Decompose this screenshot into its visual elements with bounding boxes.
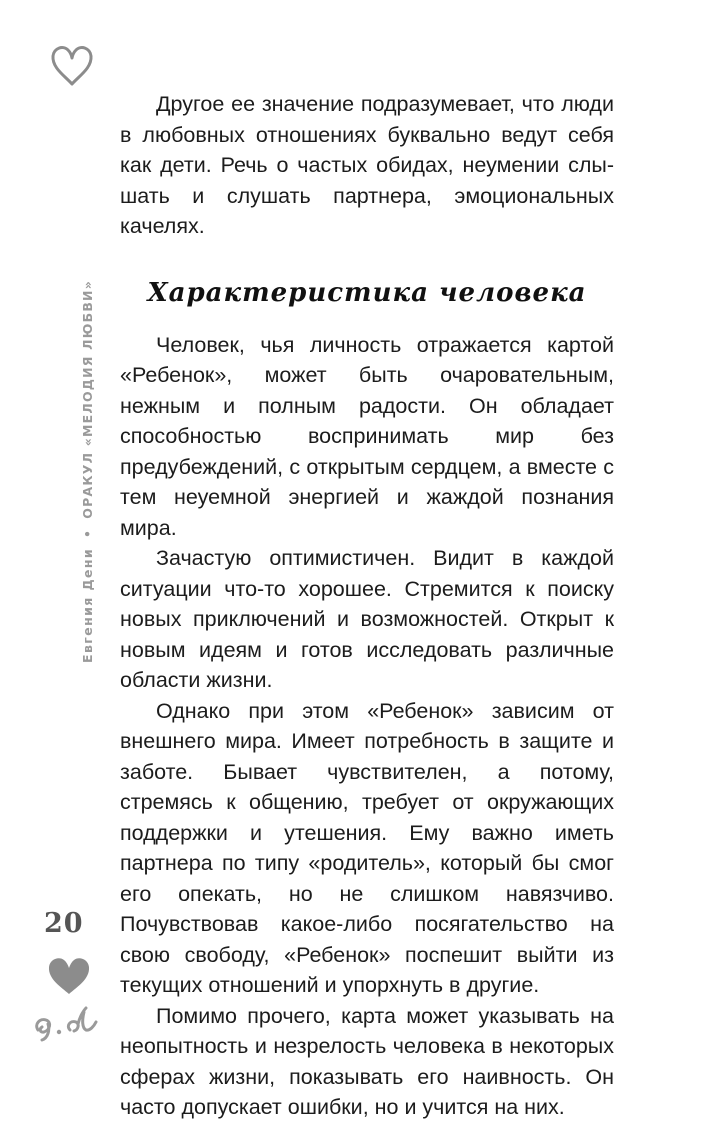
margin-column xyxy=(0,0,110,1080)
body-paragraph: Помимо прочего, карта может указывать на неопытность и незрелость человека в некоторых сферах жизни, показывать его наивность. Он часто допускает ошибки, но и учится на них. xyxy=(120,1003,614,1119)
running-head-separator: • xyxy=(80,528,95,538)
signature-icon xyxy=(30,994,110,1044)
section-heading: Характеристика человека xyxy=(147,277,587,308)
body-paragraph: Зачастую оптимистичен. Видит в каждой ситуации что-то хорошее. Стремится к поиску новых приключений и возможностей. Открыт к новым идеям и готов исследовать различные области жизни. xyxy=(120,546,614,692)
running-head-author: Евгения Дени xyxy=(80,547,95,663)
heart-filled-icon xyxy=(46,954,92,996)
running-head-book-title: ОРАКУЛ «МЕЛОДИЯ ЛЮБВИ» xyxy=(80,280,95,519)
body-paragraph: Человек, чья личность отражается картой «Ребенок», может быть очаровательным, нежным и полным радости. Он обладает способностью воспринимать мир без предубеждений, с открытым сердцем, а вместе с тем неуемной энергией и жаждой познания мира. xyxy=(120,332,614,540)
heart-outline-icon xyxy=(47,40,97,90)
body-paragraph: Однако при этом «Ребенок» зависим от внешнего мира. Имеет потребность в защите и заботе. Бывает чувствителен, а потому, стремясь к общению, требует от окружающих поддержки и утешения. Ему важно иметь партнера по типу «родитель», который бы смог его опекать, но не слишком навязчиво. Почувствовав какое-либо посягательство на свою свободу, «Ребенок» поспешит выйти из текущих отношений и упорхнуть в другие. xyxy=(120,698,614,997)
page-number: 20 xyxy=(44,908,84,939)
intro-paragraph: Другое ее значение подразумевает, что люди в любовных отношениях буквально ведут себя как дети. Речь о частых обидах, неумении слышать и слушать партнера, эмоциональных качелях. xyxy=(120,92,614,238)
text-block xyxy=(120,89,614,1123)
